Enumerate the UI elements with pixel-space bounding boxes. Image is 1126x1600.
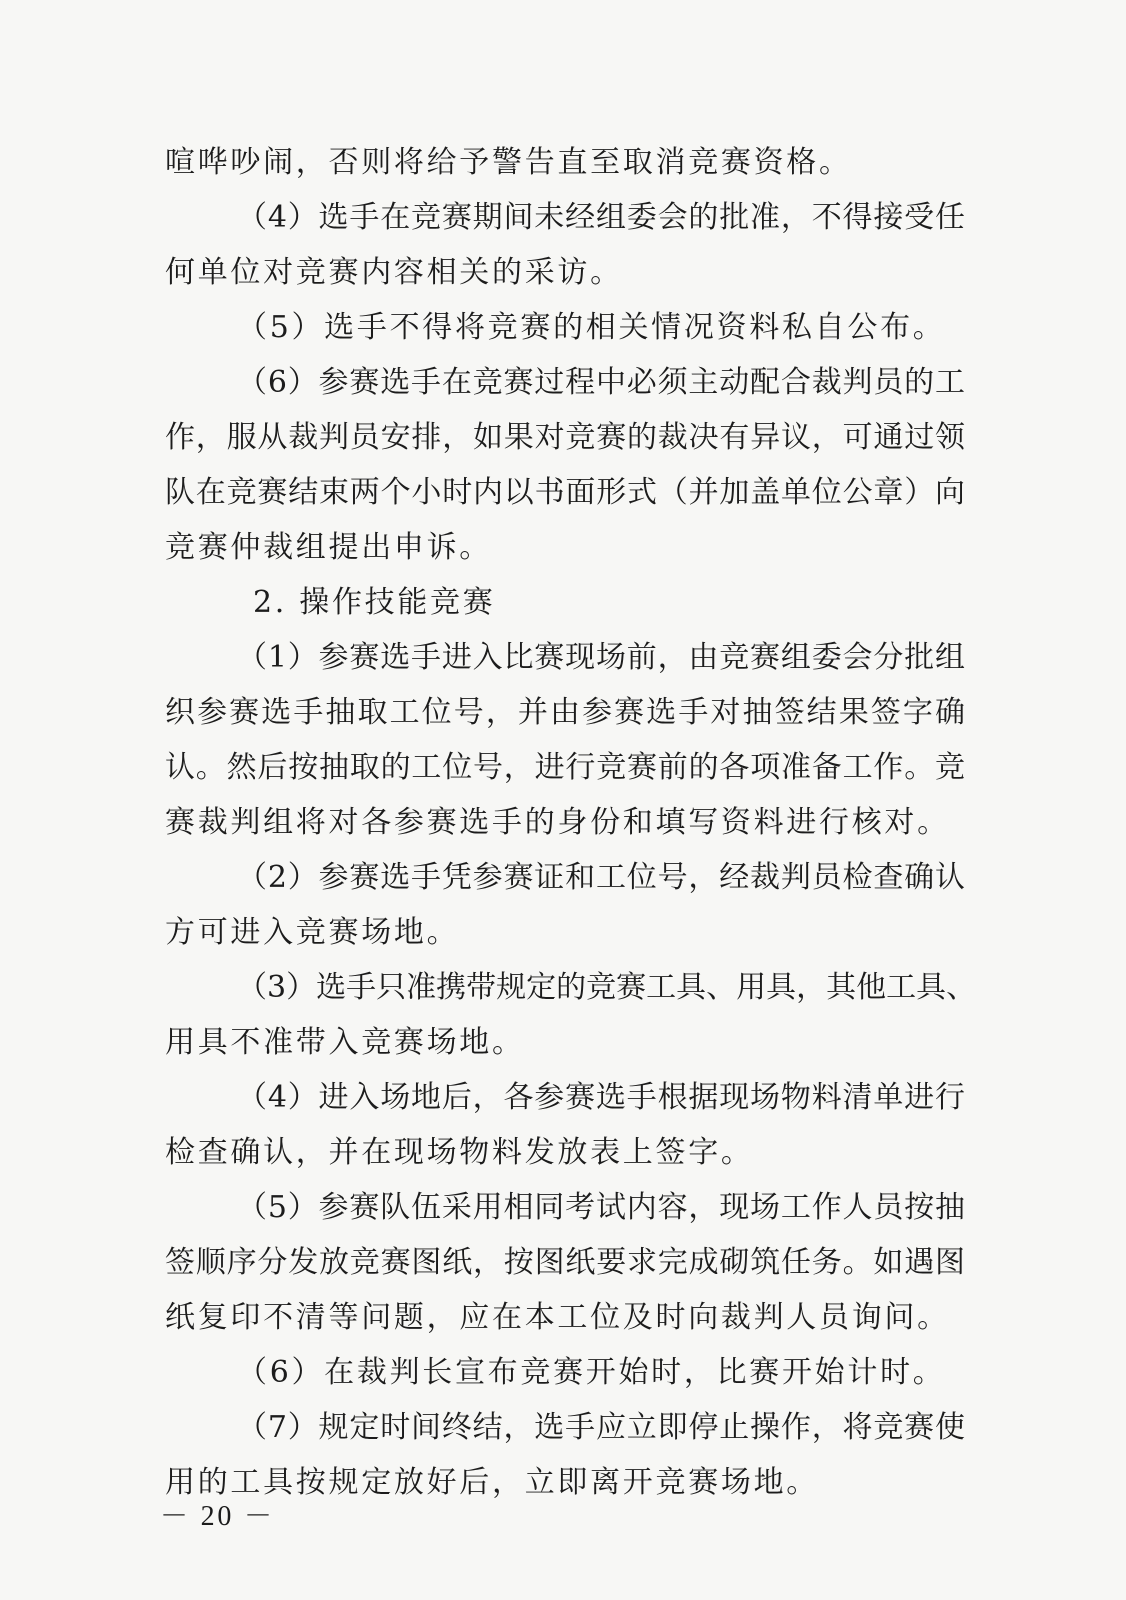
text-line-22: 纸复印不清等问题，应在本工位及时向裁判人员询问。 bbox=[165, 1300, 950, 1335]
text-line-20: （5）参赛队伍采用相同考试内容，现场工作人员按抽 bbox=[237, 1190, 965, 1225]
text-line-8: 竞赛仲裁组提出申诉。 bbox=[165, 530, 492, 565]
text-line-5: （6）参赛选手在竞赛过程中必须主动配合裁判员的工 bbox=[237, 365, 965, 400]
text-line-18: （4）进入场地后，各参赛选手根据现场物料清单进行 bbox=[237, 1080, 965, 1115]
text-line-7: 队在竞赛结束两个小时内以书面形式（并加盖单位公章）向 bbox=[165, 475, 965, 510]
text-line-2: （4）选手在竞赛期间未经组委会的批准，不得接受任 bbox=[237, 200, 965, 235]
text-line-13: 赛裁判组将对各参赛选手的身份和填写资料进行核对。 bbox=[165, 805, 950, 840]
text-line-11: 织参赛选手抽取工位号，并由参赛选手对抽签结果签字确 bbox=[165, 695, 965, 730]
text-line-21: 签顺序分发放竞赛图纸，按图纸要求完成砌筑任务。如遇图 bbox=[165, 1245, 965, 1280]
text-line-1: 喧哗吵闹，否则将给予警告直至取消竞赛资格。 bbox=[165, 145, 852, 180]
text-line-23: （6）在裁判长宣布竞赛开始时，比赛开始计时。 bbox=[237, 1355, 946, 1390]
section-heading: 2. 操作技能竞赛 bbox=[253, 585, 496, 620]
text-line-15: 方可进入竞赛场地。 bbox=[165, 915, 460, 950]
text-line-19: 检查确认，并在现场物料发放表上签字。 bbox=[165, 1135, 754, 1170]
text-line-24: （7）规定时间终结，选手应立即停止操作，将竞赛使 bbox=[237, 1410, 965, 1445]
text-line-25: 用的工具按规定放好后，立即离开竞赛场地。 bbox=[165, 1465, 819, 1500]
text-line-3: 何单位对竞赛内容相关的采访。 bbox=[165, 255, 623, 290]
text-line-16: （3）选手只准携带规定的竞赛工具、用具，其他工具、 bbox=[237, 970, 977, 1005]
text-line-14: （2）参赛选手凭参赛证和工位号，经裁判员检查确认 bbox=[237, 860, 965, 895]
text-line-10: （1）参赛选手进入比赛现场前，由竞赛组委会分批组 bbox=[237, 640, 965, 675]
text-line-17: 用具不准带入竞赛场地。 bbox=[165, 1025, 525, 1060]
page-number: － 20 － bbox=[160, 1501, 275, 1532]
text-line-4: （5）选手不得将竞赛的相关情况资料私自公布。 bbox=[237, 310, 946, 345]
text-line-6: 作，服从裁判员安排，如果对竞赛的裁决有异议，可通过领 bbox=[165, 420, 965, 455]
text-line-12: 认。然后按抽取的工位号，进行竞赛前的各项准备工作。竞 bbox=[165, 750, 965, 785]
